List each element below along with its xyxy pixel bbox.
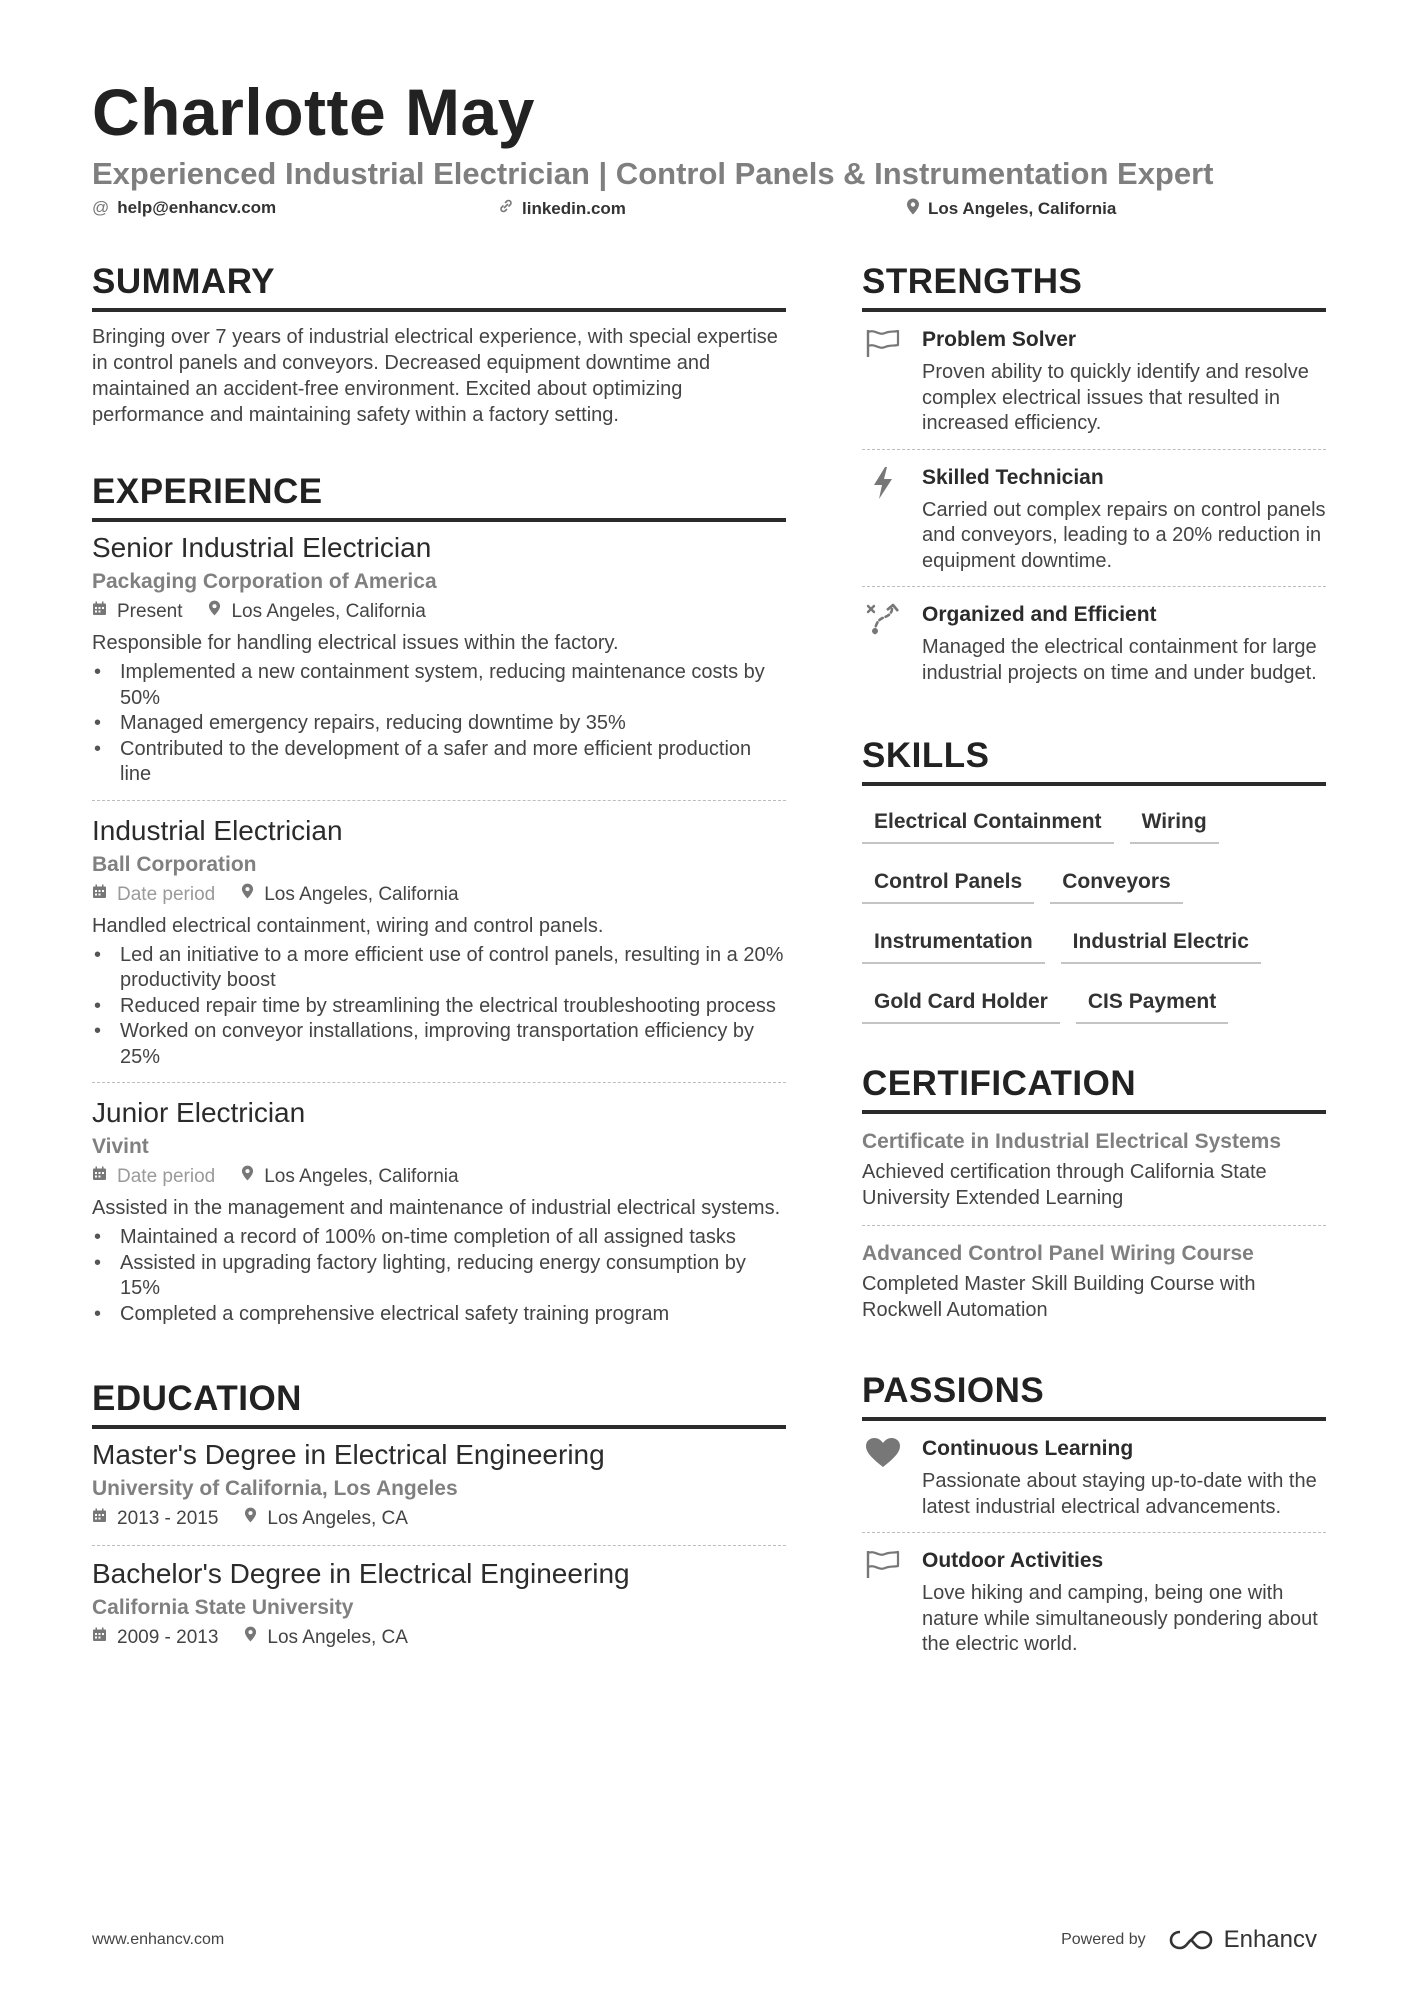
summary-text: Bringing over 7 years of industrial electrical experience, with special expertise in control panels and conveyors. Decreased equipment downtime and maintained an accident-free environment. Excited about optimizing performance and maintaining safety within a factory setting. xyxy=(92,326,778,426)
job-description: Assisted in the management and maintenance of industrial electrical systems. xyxy=(92,1197,781,1219)
job-bullet: • Completed a comprehensive electrical safety training program xyxy=(92,1302,786,1328)
education-section xyxy=(92,1379,786,1664)
contact-row xyxy=(92,198,1332,226)
location-pin-icon xyxy=(244,1624,257,1652)
certification-item xyxy=(862,1226,1326,1337)
location-pin-icon xyxy=(241,881,254,909)
candidate-name: Charlotte May xyxy=(92,75,535,149)
job-bullet: • Assisted in upgrading factory lighting, reducing energy consumption by 15% xyxy=(92,1251,786,1302)
passion-title: Continuous Learning xyxy=(922,1437,1134,1460)
skill-tag: Wiring xyxy=(1130,804,1219,844)
section-title: STRENGTHS xyxy=(862,262,1326,312)
education-meta xyxy=(92,1624,786,1652)
company-name: Vivint xyxy=(92,1135,149,1158)
education-meta xyxy=(92,1505,786,1533)
strength-description: Carried out complex repairs on control panels and conveyors, leading to a 20% reduction in equipment downtime. xyxy=(922,498,1326,572)
section-title: SUMMARY xyxy=(92,262,786,312)
degree-title: Bachelor's Degree in Electrical Engineering xyxy=(92,1558,630,1589)
strength-title: Skilled Technician xyxy=(922,465,1104,489)
contact-linkedin[interactable] xyxy=(498,198,626,219)
calendar-icon xyxy=(92,1624,107,1652)
education-entry xyxy=(92,1556,786,1664)
certification-description: Achieved certification through California State University Extended Learning xyxy=(862,1161,1267,1209)
job-bullet: • Led an initiative to a more efficient use of control panels, resulting in a 20% productivity boost xyxy=(92,943,786,994)
job-description: Responsible for handling electrical issues within the factory. xyxy=(92,632,619,654)
school-name: University of California, Los Angeles xyxy=(92,1477,458,1500)
brand-name: Enhancv xyxy=(1223,1926,1317,1953)
strength-description: Managed the electrical containment for large industrial projects on time and under budget. xyxy=(922,636,1317,684)
link-icon xyxy=(498,198,514,219)
calendar-icon xyxy=(92,598,107,626)
experience-entry xyxy=(92,813,786,1084)
certification-section xyxy=(862,1064,1326,1337)
job-bullets xyxy=(92,660,786,788)
calendar-icon xyxy=(92,881,107,909)
strength-title: Organized and Efficient xyxy=(922,603,1157,626)
job-bullet: • Reduced repair time by streamlining the electrical troubleshooting process xyxy=(92,994,786,1020)
job-location: Los Angeles, California xyxy=(231,601,426,622)
skill-tag: Industrial Electric xyxy=(1061,924,1261,964)
passion-description: Passionate about staying up-to-date with the latest industrial electrical advancements. xyxy=(922,1470,1317,1518)
contact-location xyxy=(906,198,1116,220)
location-pin-icon xyxy=(906,198,920,220)
skill-tag: Gold Card Holder xyxy=(862,984,1060,1024)
experience-entry xyxy=(92,530,786,801)
job-bullet: • Maintained a record of 100% on-time completion of all assigned tasks xyxy=(92,1225,786,1251)
skill-tag: Instrumentation xyxy=(862,924,1045,964)
job-bullet: • Managed emergency repairs, reducing downtime by 35% xyxy=(92,711,786,737)
job-bullets xyxy=(92,1225,786,1327)
certification-item xyxy=(862,1114,1326,1226)
right-column xyxy=(862,262,1326,1714)
at-icon: @ xyxy=(92,198,110,217)
skill-tag: Electrical Containment xyxy=(862,804,1114,844)
flag-icon xyxy=(862,326,904,437)
left-column xyxy=(92,262,786,1708)
education-entry xyxy=(92,1437,786,1546)
section-title: EXPERIENCE xyxy=(92,472,786,522)
education-location: Los Angeles, CA xyxy=(267,1627,408,1648)
job-bullets xyxy=(92,943,786,1071)
skills-list xyxy=(862,804,1326,1024)
job-meta xyxy=(92,881,786,909)
footer-website-link[interactable]: www.enhancv.com xyxy=(92,1931,225,1948)
summary-section xyxy=(92,262,786,428)
job-date: Date period xyxy=(117,1166,216,1187)
calendar-icon xyxy=(92,1505,107,1533)
passion-item xyxy=(862,1421,1326,1533)
enhancv-logo-icon xyxy=(1168,1928,1214,1952)
experience-entry xyxy=(92,1095,786,1339)
resume-header xyxy=(92,72,1332,226)
location-text: Los Angeles, California xyxy=(928,199,1117,218)
contact-email[interactable] xyxy=(92,198,276,218)
company-name: Packaging Corporation of America xyxy=(92,570,437,593)
lightning-icon xyxy=(862,464,904,575)
linkedin-text: linkedin.com xyxy=(522,198,626,218)
job-location: Los Angeles, California xyxy=(264,883,459,905)
certification-title: Advanced Control Panel Wiring Course xyxy=(862,1242,1254,1265)
route-icon xyxy=(862,601,904,686)
job-date: Date period xyxy=(117,883,216,905)
skill-tag: CIS Payment xyxy=(1076,984,1228,1024)
strength-item xyxy=(862,587,1326,698)
location-pin-icon xyxy=(244,1505,257,1533)
powered-by-label: Powered by xyxy=(1061,1931,1146,1948)
job-title: Senior Industrial Electrician xyxy=(92,532,432,563)
job-description: Handled electrical containment, wiring and control panels. xyxy=(92,914,604,937)
passion-description: Love hiking and camping, being one with nature while simultaneously pondering about the electric world. xyxy=(922,1582,1318,1655)
location-pin-icon xyxy=(208,598,221,626)
job-bullet: • Implemented a new containment system, reducing maintenance costs by 50% xyxy=(92,660,786,711)
page-footer xyxy=(92,1920,1317,1960)
passion-title: Outdoor Activities xyxy=(922,1549,1104,1572)
certification-title: Certificate in Industrial Electrical Systems xyxy=(862,1130,1281,1153)
section-title: PASSIONS xyxy=(862,1371,1326,1421)
skills-section xyxy=(862,736,1326,1024)
candidate-headline: Experienced Industrial Electrician | Control Panels & Instrumentation Expert xyxy=(92,156,1214,191)
experience-section xyxy=(92,472,786,1339)
company-name: Ball Corporation xyxy=(92,852,257,876)
skill-tag: Control Panels xyxy=(862,864,1034,904)
location-pin-icon xyxy=(241,1163,254,1191)
enhancv-logo[interactable] xyxy=(1168,1926,1317,1954)
section-title: EDUCATION xyxy=(92,1379,786,1429)
job-date: Present xyxy=(117,601,183,622)
certification-description: Completed Master Skill Building Course with Rockwell Automation xyxy=(862,1273,1256,1321)
education-date: 2013 - 2015 xyxy=(117,1508,219,1529)
job-bullet: • Contributed to the development of a safer and more efficient production line xyxy=(92,737,786,788)
job-bullet: • Worked on conveyor installations, improving transportation efficiency by 25% xyxy=(92,1019,786,1070)
education-date: 2009 - 2013 xyxy=(117,1627,219,1648)
strengths-section xyxy=(862,262,1326,698)
footer-branding xyxy=(1061,1926,1317,1954)
job-location: Los Angeles, California xyxy=(264,1166,459,1187)
job-title: Industrial Electrician xyxy=(92,814,343,846)
section-title: SKILLS xyxy=(862,736,1326,786)
flag-icon xyxy=(862,1547,904,1658)
degree-title: Master's Degree in Electrical Engineering xyxy=(92,1439,605,1470)
job-meta xyxy=(92,1163,786,1191)
skill-tag: Conveyors xyxy=(1050,864,1183,904)
passion-item xyxy=(862,1533,1326,1670)
passions-section xyxy=(862,1371,1326,1670)
heart-icon xyxy=(862,1435,904,1520)
school-name: California State University xyxy=(92,1596,354,1619)
calendar-icon xyxy=(92,1163,107,1191)
email-text: help@enhancv.com xyxy=(117,198,277,217)
education-location: Los Angeles, CA xyxy=(267,1508,408,1529)
strength-title: Problem Solver xyxy=(922,328,1077,351)
section-title: CERTIFICATION xyxy=(862,1064,1326,1114)
strength-item xyxy=(862,312,1326,450)
strength-item xyxy=(862,450,1326,588)
job-meta xyxy=(92,598,786,626)
job-title: Junior Electrician xyxy=(92,1097,306,1128)
strength-description: Proven ability to quickly identify and resolve complex electrical issues that resulted in increased efficiency. xyxy=(922,361,1309,434)
